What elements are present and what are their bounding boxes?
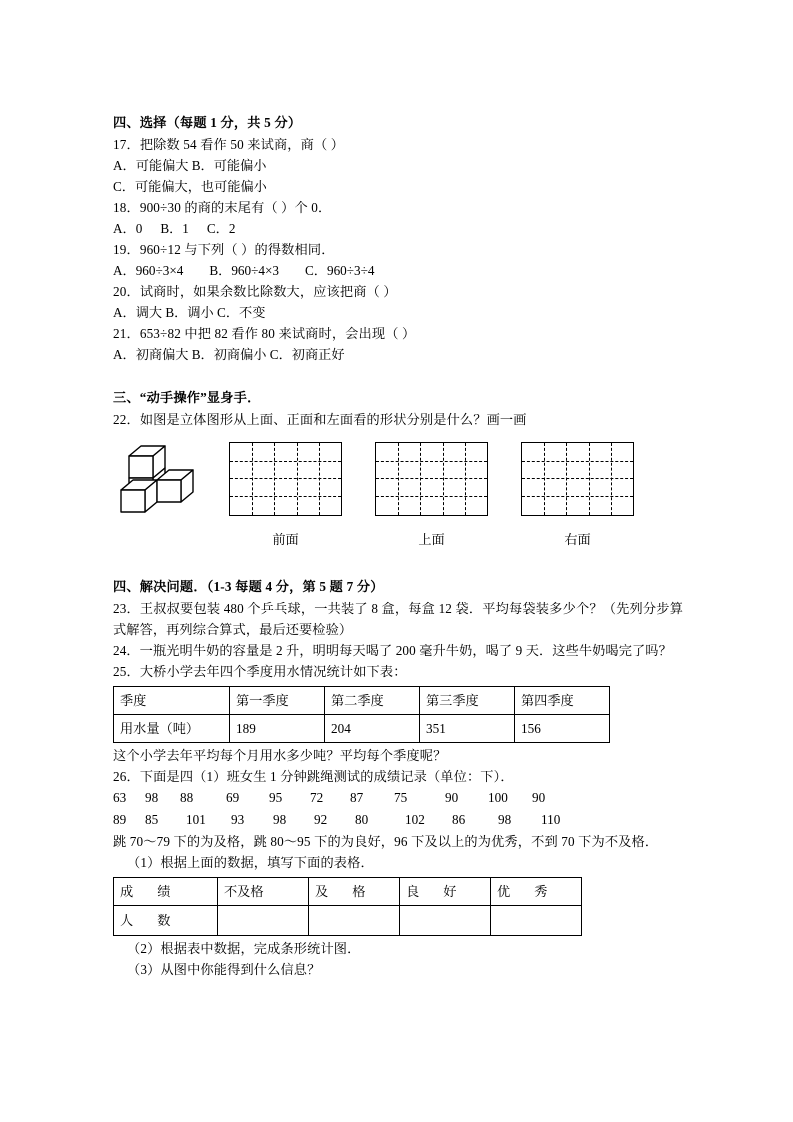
jump-rope-scores-row-2: [113, 809, 683, 831]
water-table-row-header-usage: 用水量（吨）: [114, 715, 230, 743]
solid-shape-icon: [115, 438, 211, 526]
water-table-value-2: 204: [325, 715, 420, 743]
question-18-options: [113, 218, 683, 239]
score: 80: [355, 812, 369, 827]
section-heading-hands-on: 三、“动手操作”显身手．: [113, 390, 261, 405]
grade-table-category-excellent: [491, 878, 582, 906]
score: 69: [226, 790, 240, 805]
question-26-sub-1: （1）根据上面的数据，填写下面的表格．: [127, 855, 374, 870]
table-row: [114, 878, 582, 906]
question-17-options-line-2: C．可能偏大，也可能偏小: [113, 179, 267, 194]
grade-table-category-pass: [309, 878, 400, 906]
question-25-stem: 25．大桥小学去年四个季度用水情况统计如下表：: [113, 664, 407, 679]
question-24: 24．一瓶光明牛奶的容量是 2 升，明明每天喝了 200 毫升牛奶，喝了 9 天．这些牛奶喝完了吗？: [113, 643, 672, 658]
grade-table-answer-excellent[interactable]: [491, 906, 582, 936]
score: 90: [532, 790, 546, 805]
score: 89: [113, 812, 127, 827]
question-18-option-c: C．2: [206, 221, 236, 236]
grade-table-header-score: [114, 878, 218, 906]
score: 90: [445, 790, 459, 805]
water-table-row-header-quarter: 季度: [114, 687, 230, 715]
grade-statistics-table: [113, 877, 582, 936]
question-18-stem: 18．900÷30 的商的末尾有（ ）个 0．: [113, 200, 332, 215]
grade-category-part: 优: [497, 883, 511, 899]
score: 98: [145, 790, 159, 805]
water-table-quarter-4: 第四季度: [515, 687, 610, 715]
grade-label-part: 成: [120, 883, 134, 899]
grid-label-right: 右面: [564, 532, 591, 547]
grade-label-part: 人: [120, 912, 134, 928]
grid-label-front: 前面: [272, 532, 299, 547]
score: 87: [350, 790, 364, 805]
water-table-value-1: 189: [230, 715, 325, 743]
score: 100: [488, 790, 508, 805]
section-heading-solve: 四、解决问题．（1-3 每题 4 分，第 5 题 7 分）: [113, 579, 384, 594]
question-20-stem: 20．试商时，如果余数比除数大，应该把商（ ）: [113, 284, 397, 299]
grid-front[interactable]: [229, 442, 342, 516]
grade-table-category-fail: [218, 878, 309, 906]
score: 101: [186, 812, 206, 827]
question-19-option-c: C．960÷3÷4: [305, 263, 375, 278]
grade-table-answer-fail[interactable]: [218, 906, 309, 936]
grade-label-part: 绩: [157, 883, 171, 899]
grade-table-category-good: [400, 878, 491, 906]
question-26-stem: 26．下面是四（1）班女生 1 分钟跳绳测试的成绩记录（单位：下）．: [113, 769, 514, 784]
question-19-option-b: B．960÷4×3: [209, 263, 279, 278]
score: 110: [541, 812, 561, 827]
section-heading-choice: 四、选择（每题 1 分，共 5 分）: [113, 115, 302, 130]
score: 98: [498, 812, 512, 827]
question-19-options: [113, 260, 683, 281]
grade-category-part: 良: [406, 883, 420, 899]
water-table-value-3: 351: [420, 715, 515, 743]
grade-category-part: 格: [352, 883, 366, 899]
question-21-stem: 21．653÷82 中把 82 看作 80 来试商时，会出现（ ）: [113, 326, 416, 341]
grade-table-answer-pass[interactable]: [309, 906, 400, 936]
grid-right[interactable]: [521, 442, 634, 516]
question-26-rule: 跳 70～79 下的为及格，跳 80～95 下的为良好，96 下及以上的为优秀，不到 70 下为不及格．: [113, 834, 659, 849]
question-22-figure-row: [113, 436, 683, 528]
question-20-options: A．调大 B．调小 C．不变: [113, 305, 266, 320]
water-table-value-4: 156: [515, 715, 610, 743]
score: 93: [231, 812, 245, 827]
question-17-stem: 17．把除数 54 看作 50 来试商，商（ ）: [113, 137, 345, 152]
score: 75: [394, 790, 408, 805]
grade-label-part: 数: [157, 912, 171, 928]
grade-category-part: 秀: [534, 883, 548, 899]
question-26-sub-2: （2）根据表中数据，完成条形统计图．: [127, 941, 361, 956]
grade-table-answer-good[interactable]: [400, 906, 491, 936]
grade-category-part: 好: [443, 883, 457, 899]
score: 102: [405, 812, 425, 827]
score: 86: [452, 812, 466, 827]
question-19-option-a: A．960÷3×4: [113, 263, 184, 278]
grade-category-part: 不及格: [224, 883, 264, 899]
table-row: [114, 906, 582, 936]
question-18-option-a: A．0: [113, 221, 143, 236]
table-row: [114, 687, 610, 715]
question-23: 23．王叔叔要包装 480 个乒乓球，一共装了 8 盒，每盒 12 袋．平均每袋装多少个？（先列分步算式解答，再列综合算式，最后还要检验）: [113, 601, 683, 637]
water-table-quarter-2: 第二季度: [325, 687, 420, 715]
score: 88: [180, 790, 194, 805]
question-21-options: A．初商偏大 B．初商偏小 C．初商正好: [113, 347, 345, 362]
question-17-options-line-1: A．可能偏大 B．可能偏小: [113, 158, 267, 173]
question-22-stem: 22．如图是立体图形从上面、正面和左面看的形状分别是什么？画一画: [113, 412, 527, 427]
score: 63: [113, 790, 127, 805]
jump-rope-scores-row-1: [113, 787, 683, 809]
score: 95: [269, 790, 283, 805]
score: 72: [310, 790, 324, 805]
water-usage-table: [113, 686, 610, 743]
water-table-quarter-3: 第三季度: [420, 687, 515, 715]
question-25-followup: 这个小学去年平均每个月用水多少吨？平均每个季度呢？: [113, 748, 447, 763]
score: 92: [314, 812, 328, 827]
grid-label-top: 上面: [418, 532, 445, 547]
question-19-stem: 19．960÷12 与下列（ ）的得数相同．: [113, 242, 335, 257]
grade-table-header-count: [114, 906, 218, 936]
score: 85: [145, 812, 159, 827]
question-22-figure-labels: [113, 528, 683, 554]
grade-category-part: 及: [315, 883, 329, 899]
question-26-sub-3: （3）从图中你能得到什么信息？: [127, 962, 321, 977]
question-18-option-b: B．1: [160, 221, 189, 236]
page-content: [113, 112, 683, 980]
score: 98: [273, 812, 287, 827]
water-table-quarter-1: 第一季度: [230, 687, 325, 715]
table-row: [114, 715, 610, 743]
grid-top[interactable]: [375, 442, 488, 516]
